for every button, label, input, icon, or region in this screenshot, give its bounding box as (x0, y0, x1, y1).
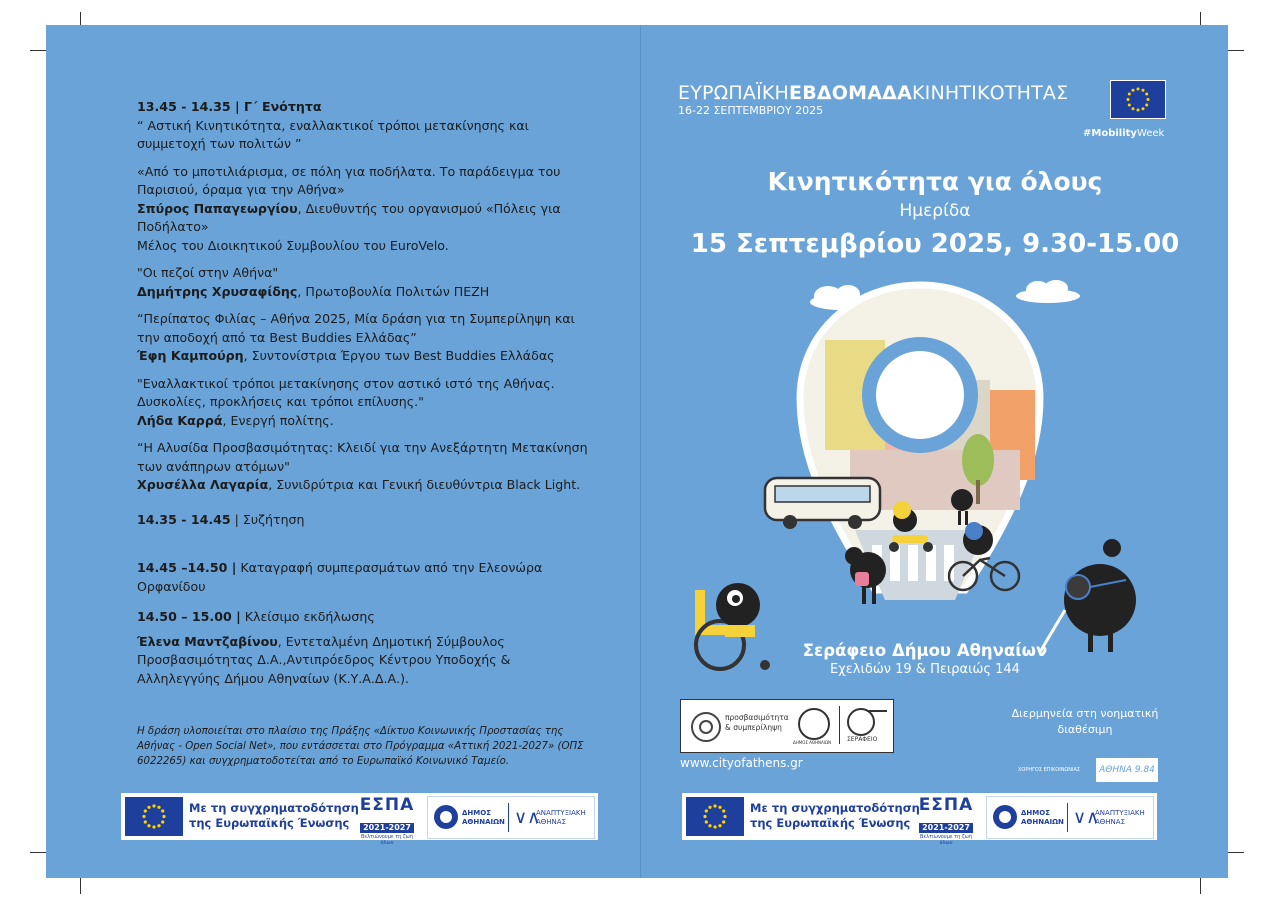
interp-line: διαθέσιμη (1057, 723, 1113, 736)
blind-pedestrian-icon (1040, 539, 1136, 652)
espa-title: ΕΣΠΑ (918, 795, 974, 815)
event-subtitle: Ημερίδα (899, 201, 971, 221)
funding-footnote: Η δράση υλοποιείται στο πλαίσιο της Πράξης «Δίκτυο Κοινωνικής Προστασίας της Αθήνας - Open Social Net», που εντάσσεται στο Πρόγραμμα «Αττική 2021-2027» (ΟΠΣ 6022265) και συγχρηματοδοτείται από το Ευρωπαϊκό Κοινωνικό Ταμείο. (137, 726, 584, 767)
speaker-name: Χρυσέλλα Λαγαρία (137, 477, 269, 492)
mw-part: ΚΙΝΗΤΙΚΟΤΗΤΑΣ (911, 82, 1069, 104)
speaker-name: Λήδα Καρρά (137, 412, 223, 428)
dimos-label (1021, 809, 1064, 827)
cofunding-line: Με τη συγχρηματοδότηση (750, 801, 920, 815)
anaptyxiaki-label (536, 809, 586, 827)
session-text: Κλείσιμο εκδήλωσης (240, 609, 375, 624)
partner-line: & συμπερίληψη (725, 723, 782, 732)
talk-title: "Οι πεζοί στην Αθήνα" (137, 265, 279, 280)
mw-part: ΕΥΡΩΠΑΪΚΗ (678, 82, 790, 104)
session-3 (137, 559, 592, 596)
dimos-line: ΑΘΗΝΑΙΩΝ (462, 818, 505, 826)
speaker-role: , Πρωτοβουλία Πολιτών ΠΕΖΗ (297, 283, 490, 299)
funding-banner-right (682, 793, 1157, 846)
dimos-seal-icon (993, 805, 1017, 829)
fold-line (640, 25, 641, 878)
speaker-role: , Διευθυντής του οργανισμού «Πόλεις για Ποδήλατο» (137, 200, 561, 234)
dimos-seal-icon (798, 708, 830, 740)
interp-line: Διερμηνεία στη νοηματική (1011, 707, 1159, 720)
crop-mark (1228, 50, 1244, 51)
dimos-line: ΔΗΜΟΣ (462, 809, 491, 817)
session-time: 14.50 – 15.00 | (137, 609, 241, 624)
crop-mark (1200, 878, 1201, 894)
espa-years: 2021-2027 (360, 823, 414, 833)
talk-title: “Η Αλυσίδα Προσβασιμότητας: Κλειδί για την Ανεξάρτητη Μετακίνηση των ανάπηρων ατόμων" (137, 440, 588, 474)
cofunding-line: Με τη συγχρηματοδότηση (189, 801, 359, 815)
funding-banner-left (121, 793, 598, 846)
speaker-name: Δημήτρης Χρυσαφίδης (137, 283, 298, 299)
talk-title: "Εναλλακτικοί τρόποι μετακίνησης στον αστικό ιστό της Αθήνας. Δυσκολίες, προκλήσεις και τρόποι επίλυσης." (137, 375, 555, 409)
wheelchair-user-icon (696, 583, 770, 670)
partner-logos (680, 699, 894, 753)
anapt-line: ΑΘΗΝΑΣ (1095, 818, 1126, 826)
va-logo-icon: ∨∧ (1073, 807, 1100, 828)
dimos-anaptyxiaki-logo (986, 796, 1154, 839)
dimos-label (462, 809, 505, 827)
session-4 (137, 608, 592, 688)
hashtag-part: Week (1136, 128, 1165, 139)
event-title: Κινητικότητα για όλους (767, 167, 1103, 196)
talk-4 (137, 375, 592, 431)
anapt-line: ΑΘΗΝΑΣ (536, 818, 567, 826)
serafeio-caption: ΣΕΡΑΦΕΙΟ (847, 736, 878, 743)
espa-logo (914, 795, 978, 846)
session-topic: “ Αστική Κινητικότητα, εναλλακτικοί τρόποι μετακίνησης και συμμετοχή των πολιτών ” (137, 117, 529, 151)
mobility-week-title (678, 82, 1068, 104)
speaker-name: Έφη Καμπούρη (137, 348, 244, 363)
session-text: | Συζήτηση (230, 511, 305, 527)
dimos-caption: ΔΗΜΟΣ ΑΘΗΝΑΙΩΝ (793, 740, 831, 745)
divider (839, 706, 840, 744)
sign-language-note (1010, 706, 1160, 738)
espa-title: ΕΣΠΑ (359, 795, 415, 815)
spiral-logo-icon (691, 712, 721, 742)
session-time: 13.45 - 14.35 | Γ΄ Ενότητα (137, 99, 322, 114)
hashtag-part: #Mobility (1083, 128, 1137, 139)
speaker-name: Σπύρος Παπαγεωργίου (137, 200, 298, 216)
dimos-line: ΔΗΜΟΣ (1021, 809, 1050, 817)
programme-panel (137, 98, 592, 697)
espa-slogan: Βελτιώνουμε τη ζωή όλων (919, 834, 973, 846)
speaker-role: , Συντονίστρια Έργου των Best Buddies Ελλάδας (243, 348, 555, 363)
partner-line: προσβασιμότητα (725, 713, 789, 722)
anapt-line: ΑΝΑΠΤΥΞΙΑΚΗ (536, 809, 586, 817)
talk-5 (137, 439, 592, 495)
speaker-role: , Συνιδρύτρια και Γενική διευθύντρια Black Light. (268, 477, 581, 492)
eu-flag-icon (1110, 80, 1166, 119)
hashtag (1083, 128, 1164, 139)
eu-flag-icon (686, 797, 744, 836)
session-2 (137, 511, 592, 530)
talk-title: «Από το μποτιλιάρισμα, σε πόλη για ποδήλατα. Το παράδειγμα του Παρισιού, όραμα για την Αθήνα» (137, 163, 561, 197)
espa-years: 2021-2027 (919, 823, 973, 833)
talk-1 (137, 163, 592, 256)
anapt-line: ΑΝΑΠΤΥΞΙΑΚΗ (1095, 809, 1145, 817)
speaker-name: Έλενα Μαντζαβίνου (137, 633, 278, 649)
eu-flag-icon (125, 797, 183, 836)
session-time: 14.35 - 14.45 (137, 511, 231, 527)
speaker-role: , Εντεταλμένη Δημοτική Σύμβουλος Προσβασιμότητας Δ.Α.,Αντιπρόεδρος Κέντρου Υποδοχής & Αλληλεγγύης Δήμου Αθηναίων (Κ.Υ.Α.Δ.Α.). (137, 633, 511, 686)
athina-984-logo: ΑΘΗΝΑ 9.84 (1096, 758, 1158, 782)
dimos-anaptyxiaki-logo (427, 796, 595, 839)
talk-title: “Περίπατος Φιλίας – Αθήνα 2025, Μία δράση για τη Συμπερίληψη και την αποδοχή από τα Best Buddies Ελλάδας” (137, 311, 575, 345)
cofunding-line: της Ευρωπαϊκής Ένωσης (750, 816, 911, 830)
espa-slogan: Βελτιώνουμε τη ζωή όλων (360, 834, 414, 846)
speaker-role: , Ενεργή πολίτης. (222, 412, 334, 428)
session-1 (137, 98, 592, 154)
dimos-line: ΑΘΗΝΑΙΩΝ (1021, 818, 1064, 826)
espa-logo (355, 795, 419, 846)
serafeio-bar (867, 710, 887, 712)
divider (508, 803, 509, 832)
crop-mark (30, 50, 46, 51)
mobility-week-dates: 16-22 ΣΕΠΤΕΜΒΡΙΟΥ 2025 (678, 104, 824, 117)
serafeio-logo-icon (847, 708, 875, 736)
event-date: 15 Σεπτεμβρίου 2025, 9.30-15.00 (690, 229, 1180, 259)
mw-part: ΕΒΔΟΜΑΔΑ (789, 82, 912, 104)
session-text: Καταγραφή συμπερασμάτων από την Ελεονώρα Ορφανίδου (137, 560, 543, 594)
dimos-seal-icon (434, 805, 458, 829)
media-sponsor-label: ΧΟΡΗΓΟΣ ΕΠΙΚΟΙΝΩΝΙΑΣ (1018, 767, 1081, 773)
cloud-icon (1016, 280, 1080, 303)
va-logo-icon: ∨∧ (514, 807, 541, 828)
anaptyxiaki-label (1095, 809, 1145, 827)
website-link[interactable]: www.cityofathens.gr (680, 756, 803, 770)
talk-3 (137, 310, 592, 366)
cofunding-line: της Ευρωπαϊκής Ένωσης (189, 816, 350, 830)
talk-2 (137, 264, 592, 301)
crop-mark (80, 878, 81, 894)
divider (1067, 803, 1068, 832)
crop-mark (30, 852, 46, 853)
cofunding-text (189, 801, 359, 831)
venue-address: Εχελιδών 19 & Πειραιώς 144 (830, 662, 1020, 677)
speaker-role-extra: Μέλος του Διοικητικού Συμβουλίου του EuroVelo. (137, 237, 449, 253)
mobility-illustration (680, 280, 1150, 680)
venue-name: Σεράφειο Δήμου Αθηναίων (802, 641, 1048, 660)
session-time: 14.45 –14.50 | (137, 560, 237, 575)
accessibility-label (725, 713, 789, 733)
cofunding-text (750, 801, 920, 831)
crop-mark (1228, 852, 1244, 853)
